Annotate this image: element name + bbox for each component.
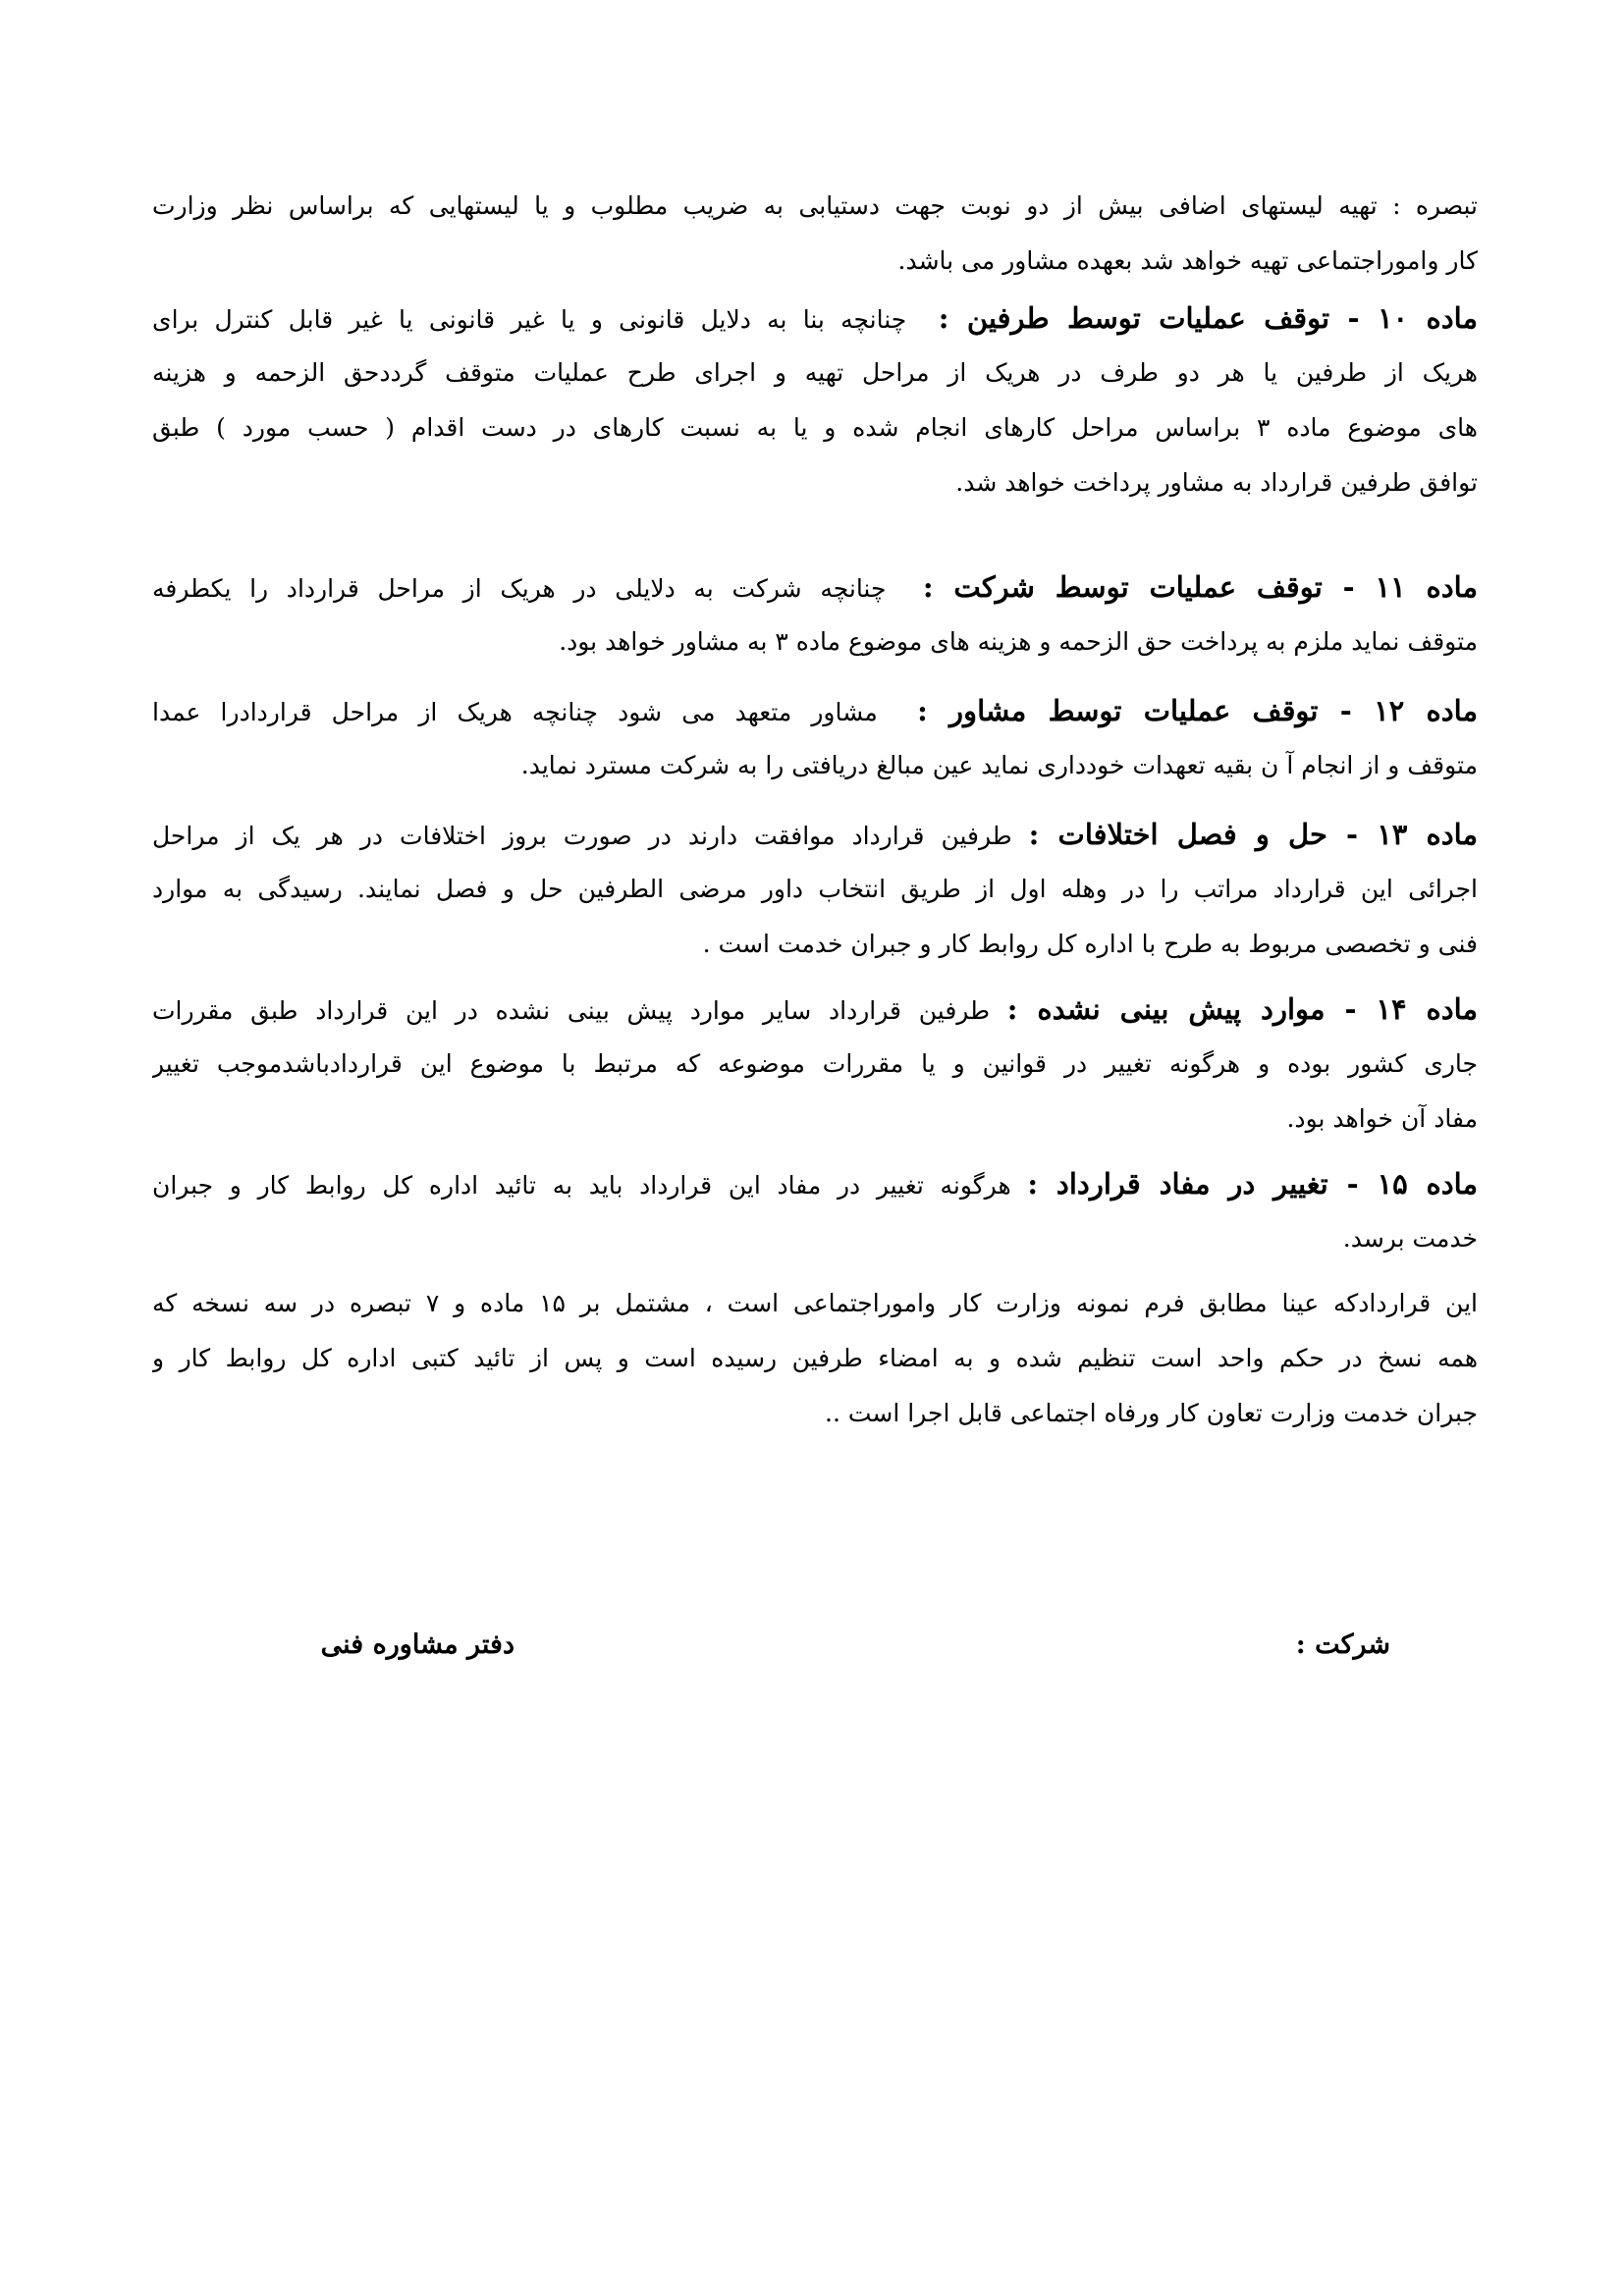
article-line: توافق طرفین قرارداد به مشاور پرداخت خواهد شد. [955, 468, 1478, 497]
closing-line: این قراردادکه عینا مطابق فرم نمونه وزارت کار واموراجتماعی است ، مشتمل بر ۱۵ ماده و ۷ تبصره در سه نسخه که [152, 1289, 1478, 1317]
article-line: مفاد آن خواهد بود. [1286, 1104, 1478, 1133]
article-first-line [152, 1156, 1478, 1211]
article-line: فنی و تخصصی مربوط به طرح با اداره کل روابط کار و جبران خدمت است . [702, 930, 1478, 958]
consultant-signature-label: دفتر مشاوره فنی [320, 1629, 514, 1660]
article-text: هرگونه تغییر در مفاد این قرارداد باید به تائید اداره کل روابط کار و جبران [152, 1171, 1011, 1200]
article-first-line [152, 291, 1478, 346]
article-heading: ماده ۱۴ - موارد پیش بینی نشده : [1006, 992, 1478, 1026]
article-heading: ماده ۱۱ - توقف عملیات توسط شرکت : [922, 570, 1478, 604]
closing-line: جبران خدمت وزارت تعاون کار ورفاه اجتماعی قابل اجرا است .. [825, 1399, 1478, 1427]
article-line: های موضوع ماده ۳ براساس مراحل کارهای انجام شده و یا به نسبت کارهای در دست اقدام ( حسب مورد ) طبق [152, 413, 1478, 442]
article-10 [152, 291, 1478, 510]
article-line: متوقف نماید ملزم به پرداخت حق الزحمه و هزینه های موضوع ماده ۳ به مشاور خواهد بود. [559, 627, 1478, 656]
article-line: متوقف و از انجام آ ن بقیه تعهدات خودداری نماید عین مبالغ دریافتی را به شرکت مسترد نماید. [520, 751, 1478, 779]
article-text: مشاور متعهد می شود چنانچه هریک از مراحل قراردادرا عمدا [152, 698, 878, 726]
article-text: چنانچه بنا به دلایل قانونی و یا غیر قانونی یا غیر قابل کنترل برای [152, 305, 907, 334]
article-first-line [152, 683, 1478, 738]
article-15 [152, 1156, 1478, 1266]
article-text: طرفین قرارداد سایر موارد پیش بینی نشده در این قرارداد طبق مقررات [152, 996, 990, 1025]
closing-paragraph [152, 1276, 1478, 1441]
article-heading: ماده ۱۳ - حل و فصل اختلافات : [1028, 818, 1478, 851]
article-heading: ماده ۱۵ - تغییر در مفاد قرارداد : [1027, 1167, 1478, 1201]
article-13 [152, 807, 1478, 972]
closing-line: همه نسخ در حکم واحد است تنظیم شده و به امضاء طرفین رسیده است و پس از تائید کتبی اداره کل روابط کار و [152, 1344, 1478, 1372]
article-text: چنانچه شرکت به دلایلی در هریک از مراحل قرارداد را یکطرفه [152, 574, 887, 603]
article-line: جاری کشور بوده و هرگونه تغییر در قوانین و یا مقررات موضوعه که مرتبط با موضوع این قراردادباشدموجب تغییر [152, 1049, 1478, 1078]
article-line: خدمت برسد. [1342, 1224, 1478, 1253]
note-block [152, 179, 1478, 289]
note-line: کار واموراجتماعی تهیه خواهد شد بعهده مشاور می باشد. [897, 246, 1478, 275]
article-first-line [152, 560, 1478, 614]
article-12 [152, 683, 1478, 793]
note-line: تبصره : تهیه لیستهای اضافی بیش از دو نوبت جهت دستیابی به ضریب مطلوب و یا لیستهایی که براساس نظر وزارت [152, 191, 1478, 220]
article-line: اجرائی این قرارداد مراتب را در وهله اول از طریق انتخاب داور مرضی الطرفین حل و فصل نمایند. رسیدگی به موارد [152, 875, 1478, 903]
article-line: هریک از طرفین یا هر دو طرف در هریک از مراحل تهیه و اجرای طرح عملیات متوقف گرددحق الزحمه و هزینه [152, 358, 1478, 387]
article-11 [152, 560, 1478, 669]
article-heading: ماده ۱۰ - توقف عملیات توسط طرفین : [938, 301, 1478, 335]
company-signature-label: شرکت : [1295, 1629, 1390, 1660]
article-heading: ماده ۱۲ - توقف عملیات توسط مشاور : [917, 694, 1478, 727]
article-14 [152, 982, 1478, 1147]
article-first-line [152, 807, 1478, 862]
article-text: طرفین قرارداد موافقت دارند در صورت بروز اختلافات در هر یک از مراحل [152, 822, 1012, 850]
article-first-line [152, 982, 1478, 1037]
